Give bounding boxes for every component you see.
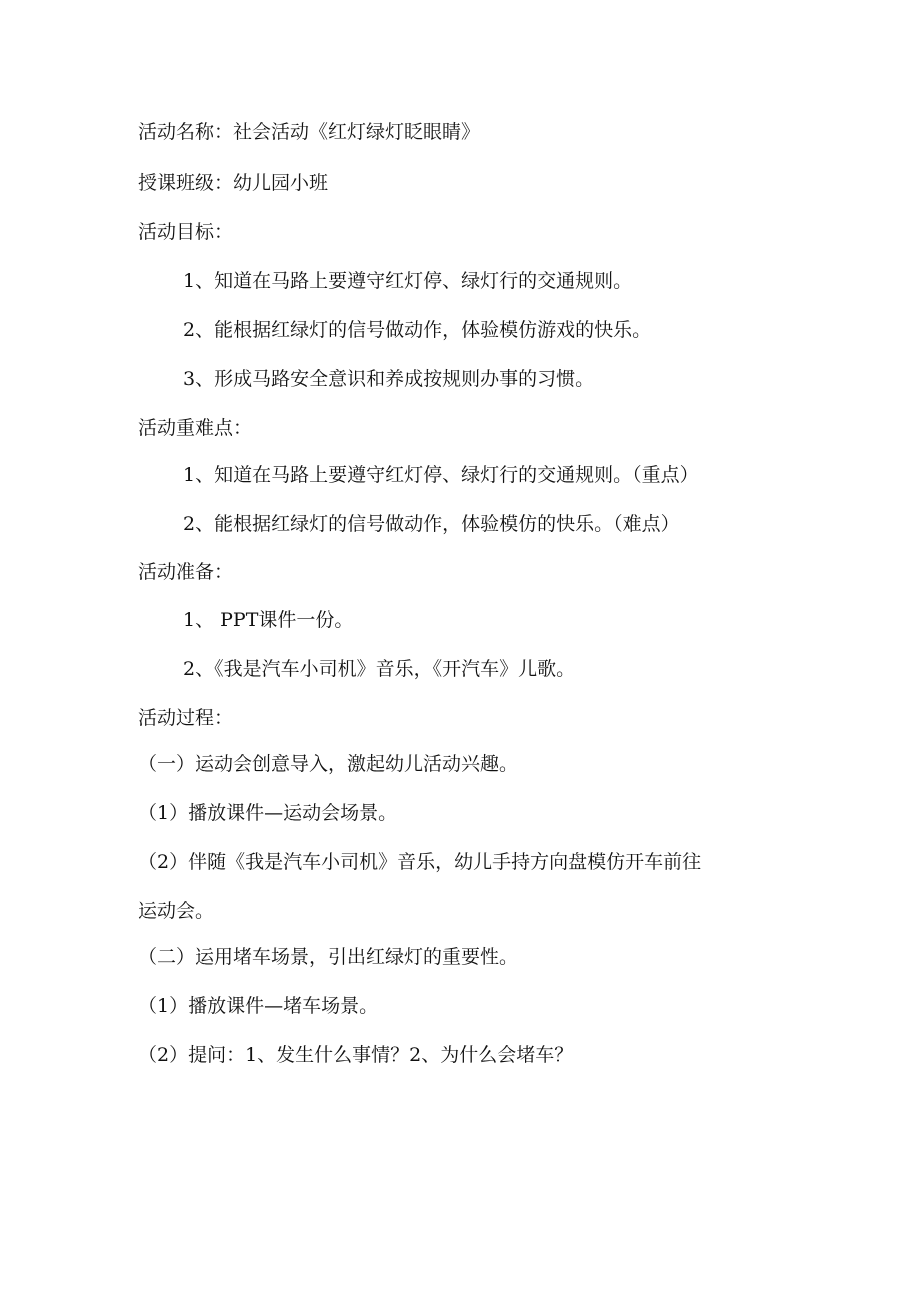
process-step-item: （1）播放课件—堵车场景。 — [138, 995, 379, 1017]
class-level: 授课班级：幼儿园小班 — [138, 172, 329, 194]
process-step-item-continued: 运动会。 — [138, 900, 215, 922]
goal-item: 2、能根据红绿灯的信号做动作，体验模仿游戏的快乐。 — [183, 319, 652, 341]
activity-name: 活动名称：社会活动《红灯绿灯眨眼睛》 — [138, 121, 481, 143]
section-heading-key-points: 活动重难点： — [138, 417, 253, 439]
goal-item: 3、形成马路安全意识和养成按规则办事的习惯。 — [183, 368, 595, 390]
key-point-item: 1、知道在马路上要遵守红灯停、绿灯行的交通规则。（重点） — [183, 464, 699, 486]
process-step-heading: （一）运动会创意导入，激起幼儿活动兴趣。 — [138, 753, 519, 775]
section-heading-process: 活动过程： — [138, 707, 234, 729]
process-step-item: （2）提问：1、发生什么事情？2、为什么会堵车？ — [138, 1044, 574, 1066]
section-heading-goals: 活动目标： — [138, 221, 234, 243]
process-step-heading: （二）运用堵车场景，引出红绿灯的重要性。 — [138, 946, 519, 968]
section-heading-preparation: 活动准备： — [138, 561, 234, 583]
goal-item: 1、知道在马路上要遵守红灯停、绿灯行的交通规则。 — [183, 270, 633, 292]
preparation-item: 1、 PPT课件一份。 — [183, 609, 354, 631]
process-step-item: （1）播放课件—运动会场景。 — [138, 802, 398, 824]
preparation-item: 2、《我是汽车小司机》音乐，《开汽车》儿歌。 — [183, 658, 576, 680]
key-point-item: 2、能根据红绿灯的信号做动作，体验模仿的快乐。（难点） — [183, 513, 680, 535]
process-step-item: （2）伴随《我是汽车小司机》音乐，幼儿手持方向盘模仿开车前往 — [138, 851, 702, 873]
